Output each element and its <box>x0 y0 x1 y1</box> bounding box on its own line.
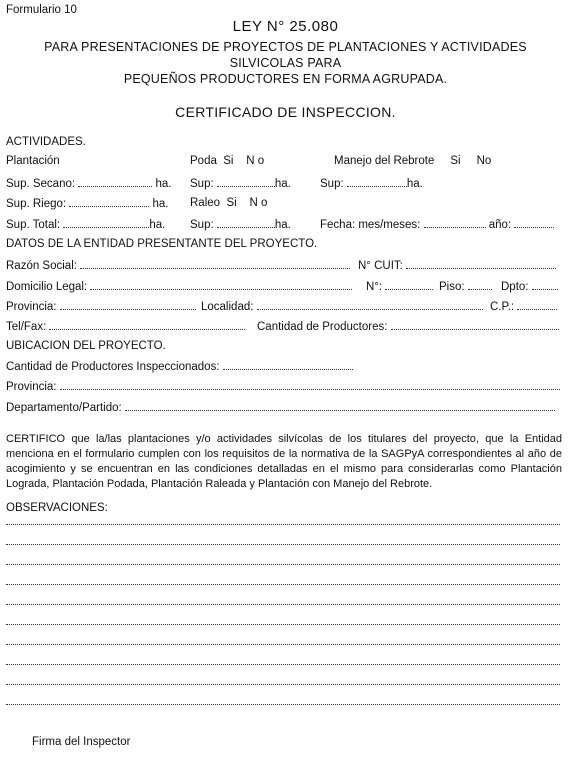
observation-line[interactable] <box>6 623 560 625</box>
sup-total-row <box>6 218 165 231</box>
telfax-row <box>6 320 245 333</box>
observations-heading: OBSERVACIONES: <box>6 502 108 514</box>
dpto-field[interactable] <box>532 280 558 290</box>
ha-unit: ha. <box>406 178 423 190</box>
razon-social-row <box>6 259 350 272</box>
sup-riego-label: Sup. Riego: <box>6 198 67 210</box>
cp-row <box>490 300 557 313</box>
razon-social-label: Razón Social: <box>6 260 77 272</box>
certification-paragraph: CERTIFICO que la/las plantaciones y/o actividades silvícolas de los titulares del proyecto, que la Entidad menciona en el formulario cumplen con los requisitos de la normativa de la SAGPyA correspondientes al año de acogimiento y se encuentran en las condiciones detalladas en el mismo para considerarlas como Plantación Lograda, Plantación Podada, Plantación Raleada y Plantación con Manejo del Rebrote. <box>6 433 562 490</box>
domicilio-row <box>6 280 352 293</box>
telfax-label: Tel/Fax: <box>6 321 47 333</box>
piso-label: Piso: <box>439 281 465 293</box>
sup-riego-row <box>6 197 169 210</box>
piso-row <box>439 280 492 293</box>
cantidad-productores-row <box>257 320 559 333</box>
sup-secano-field[interactable] <box>78 177 152 187</box>
signature-label: Firma del Inspector <box>32 736 131 748</box>
manejo-no: No <box>476 155 492 167</box>
raleo-label <box>190 197 267 209</box>
sup-raleo-row <box>190 218 291 231</box>
sup-manejo-field[interactable] <box>347 177 407 187</box>
domicilio-field[interactable] <box>90 280 352 290</box>
observation-line[interactable] <box>6 543 560 545</box>
sup-label: Sup: <box>190 178 214 190</box>
ha-unit: ha. <box>149 219 166 231</box>
cuit-field[interactable] <box>406 259 556 269</box>
ha-unit: ha. <box>274 178 291 190</box>
poda-si: Si <box>223 155 234 167</box>
law-title: LEY N° 25.080 <box>232 18 339 35</box>
cantidad-inspeccionados-row <box>6 360 353 373</box>
ubicacion-provincia-field[interactable] <box>60 380 560 390</box>
cp-field[interactable] <box>517 300 557 310</box>
manejo-rebrote-label <box>334 155 491 167</box>
sup-total-label: Sup. Total: <box>6 219 61 231</box>
activities-heading: ACTIVIDADES. <box>6 136 86 148</box>
cantidad-productores-label: Cantidad de Productores: <box>257 321 388 333</box>
raleo-text: Raleo <box>190 197 221 209</box>
sup-secano-label: Sup. Secano: <box>6 178 76 190</box>
subtitle-line-2: SILVICOLAS PARA <box>229 56 342 70</box>
sup-total-field[interactable] <box>63 218 149 228</box>
poda-text: Poda <box>190 155 217 167</box>
numero-row <box>366 280 433 293</box>
sup-label: Sup: <box>190 219 214 231</box>
localidad-row <box>201 300 483 313</box>
poda-label <box>190 155 264 167</box>
observation-line[interactable] <box>6 583 560 585</box>
fecha-row <box>320 218 554 231</box>
observation-line[interactable] <box>6 643 560 645</box>
observation-line[interactable] <box>6 703 560 705</box>
certificate-title: CERTIFICADO DE INSPECCION. <box>175 104 396 120</box>
manejo-si: Si <box>450 155 461 167</box>
observation-line[interactable] <box>6 663 560 665</box>
cuit-row <box>358 259 556 272</box>
departamento-label: Departamento/Partido: <box>6 402 122 414</box>
dpto-row <box>501 280 558 293</box>
sup-poda-field[interactable] <box>217 177 275 187</box>
cantidad-inspeccionados-field[interactable] <box>223 360 353 370</box>
observation-line[interactable] <box>6 563 560 565</box>
ha-unit: ha. <box>155 178 172 190</box>
location-heading: UBICACION DEL PROYECTO. <box>6 340 166 352</box>
sup-riego-field[interactable] <box>69 197 149 207</box>
plantacion-label: Plantación <box>6 155 60 167</box>
entity-heading: DATOS DE LA ENTIDAD PRESENTANTE DEL PROYECTO. <box>6 238 318 250</box>
raleo-si: Si <box>226 197 237 209</box>
ha-unit: ha. <box>274 219 291 231</box>
form-number: Formulario 10 <box>6 4 77 16</box>
dpto-label: Dpto: <box>501 281 529 293</box>
sup-label: Sup: <box>320 178 344 190</box>
sup-raleo-field[interactable] <box>217 218 275 228</box>
telfax-field[interactable] <box>49 320 245 330</box>
observation-line[interactable] <box>6 683 560 685</box>
departamento-row <box>6 401 555 414</box>
localidad-field[interactable] <box>257 300 483 310</box>
raleo-no: N o <box>249 197 268 209</box>
subtitle-line-3: PEQUEÑOS PRODUCTORES EN FORMA AGRUPADA. <box>123 72 448 86</box>
ubicacion-provincia-row <box>6 380 560 393</box>
sup-poda-row <box>190 177 291 190</box>
provincia-label: Provincia: <box>6 301 57 313</box>
ha-unit: ha. <box>152 198 169 210</box>
sup-manejo-row <box>320 177 423 190</box>
sup-secano-row <box>6 177 171 190</box>
cantidad-productores-field[interactable] <box>391 320 559 330</box>
provincia-row <box>6 300 196 313</box>
numero-field[interactable] <box>385 280 433 290</box>
poda-no: N o <box>246 155 265 167</box>
subtitle-line-1: PARA PRESENTACIONES DE PROYECTOS DE PLANTACIONES Y ACTIVIDADES <box>44 40 527 54</box>
cp-label: C.P.: <box>490 301 515 313</box>
manejo-text: Manejo del Rebrote <box>334 155 435 167</box>
localidad-label: Localidad: <box>201 301 254 313</box>
domicilio-label: Domicilio Legal: <box>6 281 88 293</box>
cantidad-inspeccionados-label: Cantidad de Productores Inspeccionados: <box>6 361 220 373</box>
razon-social-field[interactable] <box>80 259 350 269</box>
anio-label: año: <box>488 219 512 231</box>
piso-field[interactable] <box>468 280 492 290</box>
fecha-field[interactable] <box>424 218 486 228</box>
fecha-label: Fecha: mes/meses: <box>320 219 421 231</box>
ubicacion-provincia-label: Provincia: <box>6 381 57 393</box>
observation-line[interactable] <box>6 603 560 605</box>
provincia-field[interactable] <box>60 300 196 310</box>
numero-label: N°: <box>366 281 383 293</box>
departamento-field[interactable] <box>125 401 555 411</box>
cuit-label: N° CUIT: <box>358 260 403 272</box>
anio-field[interactable] <box>514 218 554 228</box>
observation-line[interactable] <box>6 523 560 525</box>
